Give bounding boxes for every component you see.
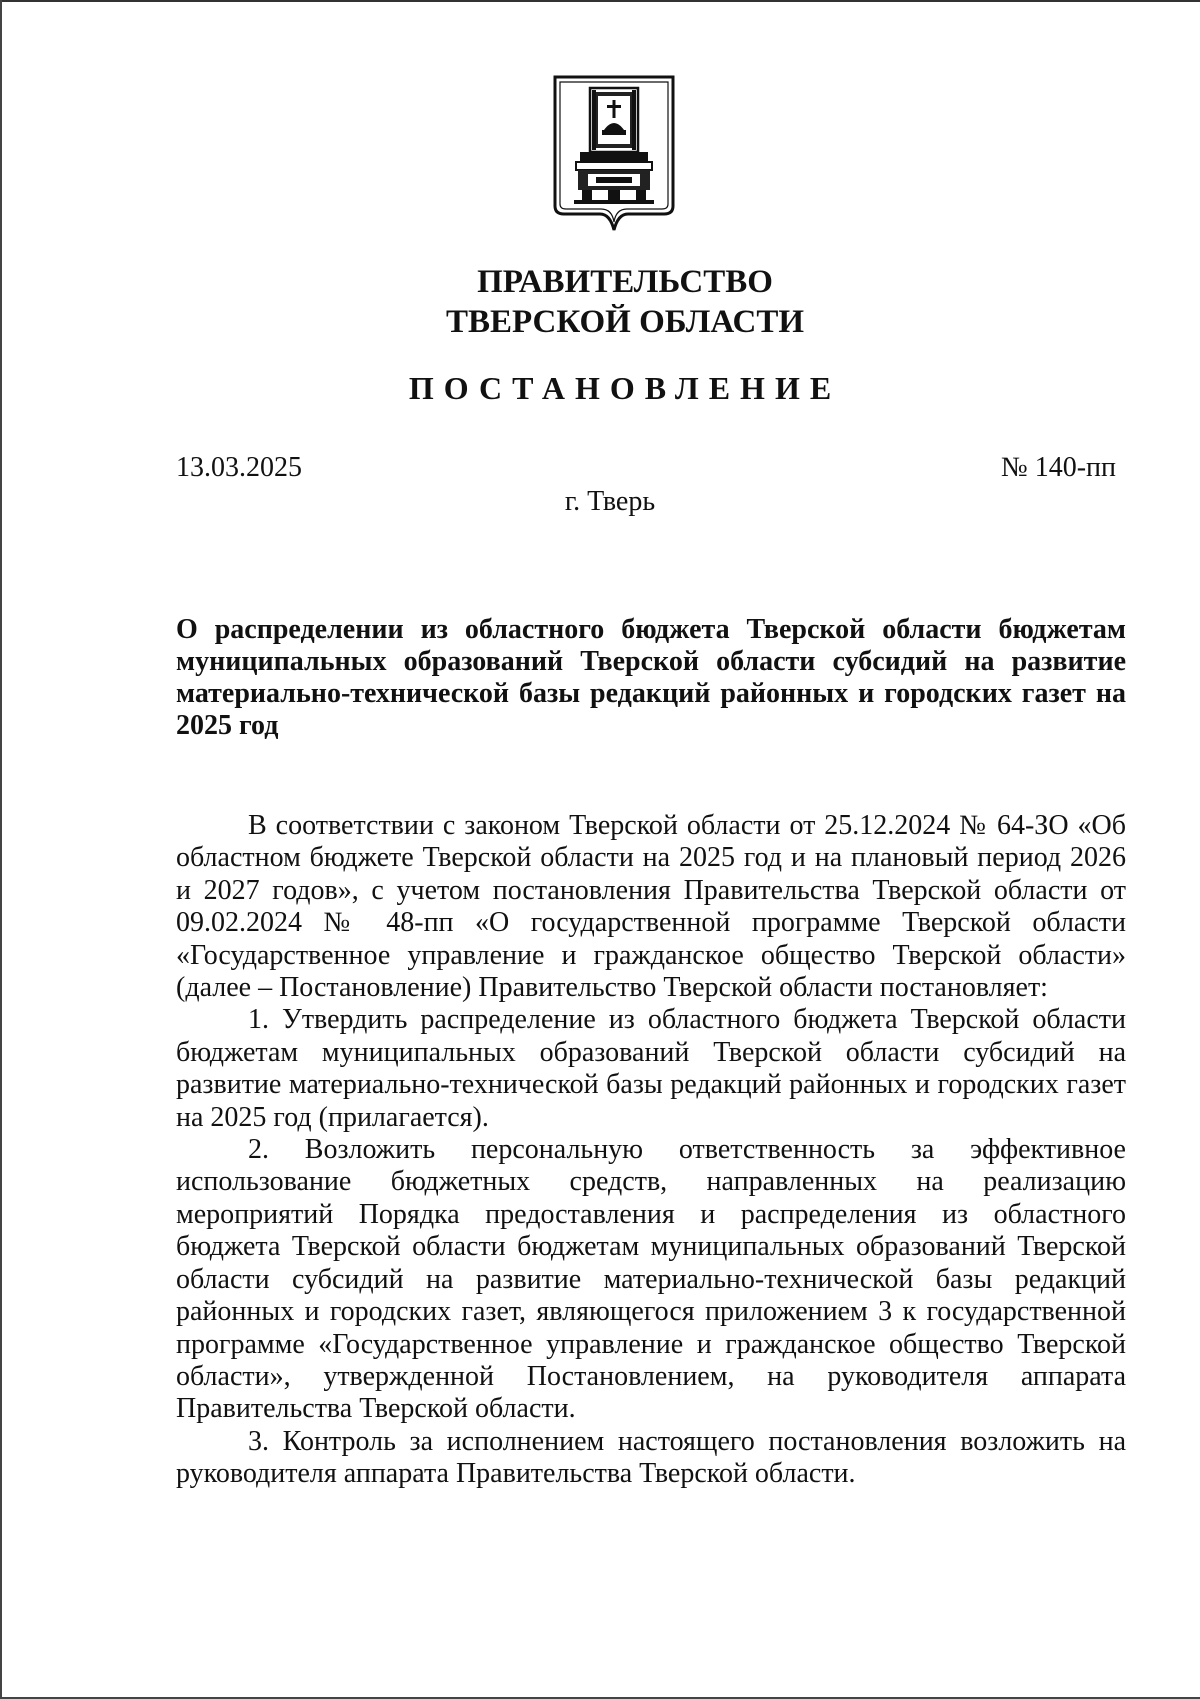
document-city: г. Тверь: [564, 486, 656, 517]
document-body: [176, 810, 1126, 1491]
government-title: [0, 262, 1200, 342]
body-paragraph: В соответствии с законом Тверской области от 25.12.2024 № 64-ЗО «Об областном бюджете Тверской области на 2025 год и на плановый период 2026 и 2027 годов», с учетом постановления Правительства Тверской области от 09.02.2024 № 48-пп «О государственной программе Тверской области «Государственное управление и гражданское общество Тверской области» (далее – Постановление) Правительство Тверской области постановляет:: [176, 810, 1126, 1004]
document-subject: О распределении из областного бюджета Тверской области бюджетам муниципальных образований Тверской области субсидий на развитие материально-технической базы редакций районных и городских газет на 2025 год: [176, 614, 1126, 741]
government-title-line2: ТВЕРСКОЙ ОБЛАСТИ: [445, 304, 805, 340]
government-title-line1: ПРАВИТЕЛЬСТВО: [477, 264, 773, 300]
document-type: ПОСТАНОВЛЕНИЕ: [408, 370, 842, 406]
document-date: 13.03.2025: [176, 452, 302, 483]
tver-coat-of-arms-icon: [552, 74, 676, 234]
scan-edge: [0, 0, 1200, 2]
body-paragraph: 3. Контроль за исполнением настоящего постановления возложить на руководителя аппарата Правительства Тверской области.: [176, 1425, 1126, 1490]
scan-edge: [0, 0, 2, 1699]
document-number: № 140-пп: [1000, 452, 1116, 483]
body-paragraph: 2. Возложить персональную ответственность за эффективное использование бюджетных средств, направленных на реализацию мероприятий Порядка предоставления и распределения из областного бюджета Тверской области бюджетам муниципальных образований Тверской области субсидий на развитие материально-технической базы редакций районных и городских газет, являющегося приложением 3 к государственной программе «Государственное управление и гражданское общество Тверской области», утвержденной Постановлением, на руководителя аппарата Правительства Тверской области.: [176, 1134, 1126, 1425]
body-paragraph: 1. Утвердить распределение из областного бюджета Тверской области бюджетам муниципальных образований Тверской области субсидий на развитие материально-технической базы редакций районных и городских газет на 2025 год (прилагается).: [176, 1004, 1126, 1133]
